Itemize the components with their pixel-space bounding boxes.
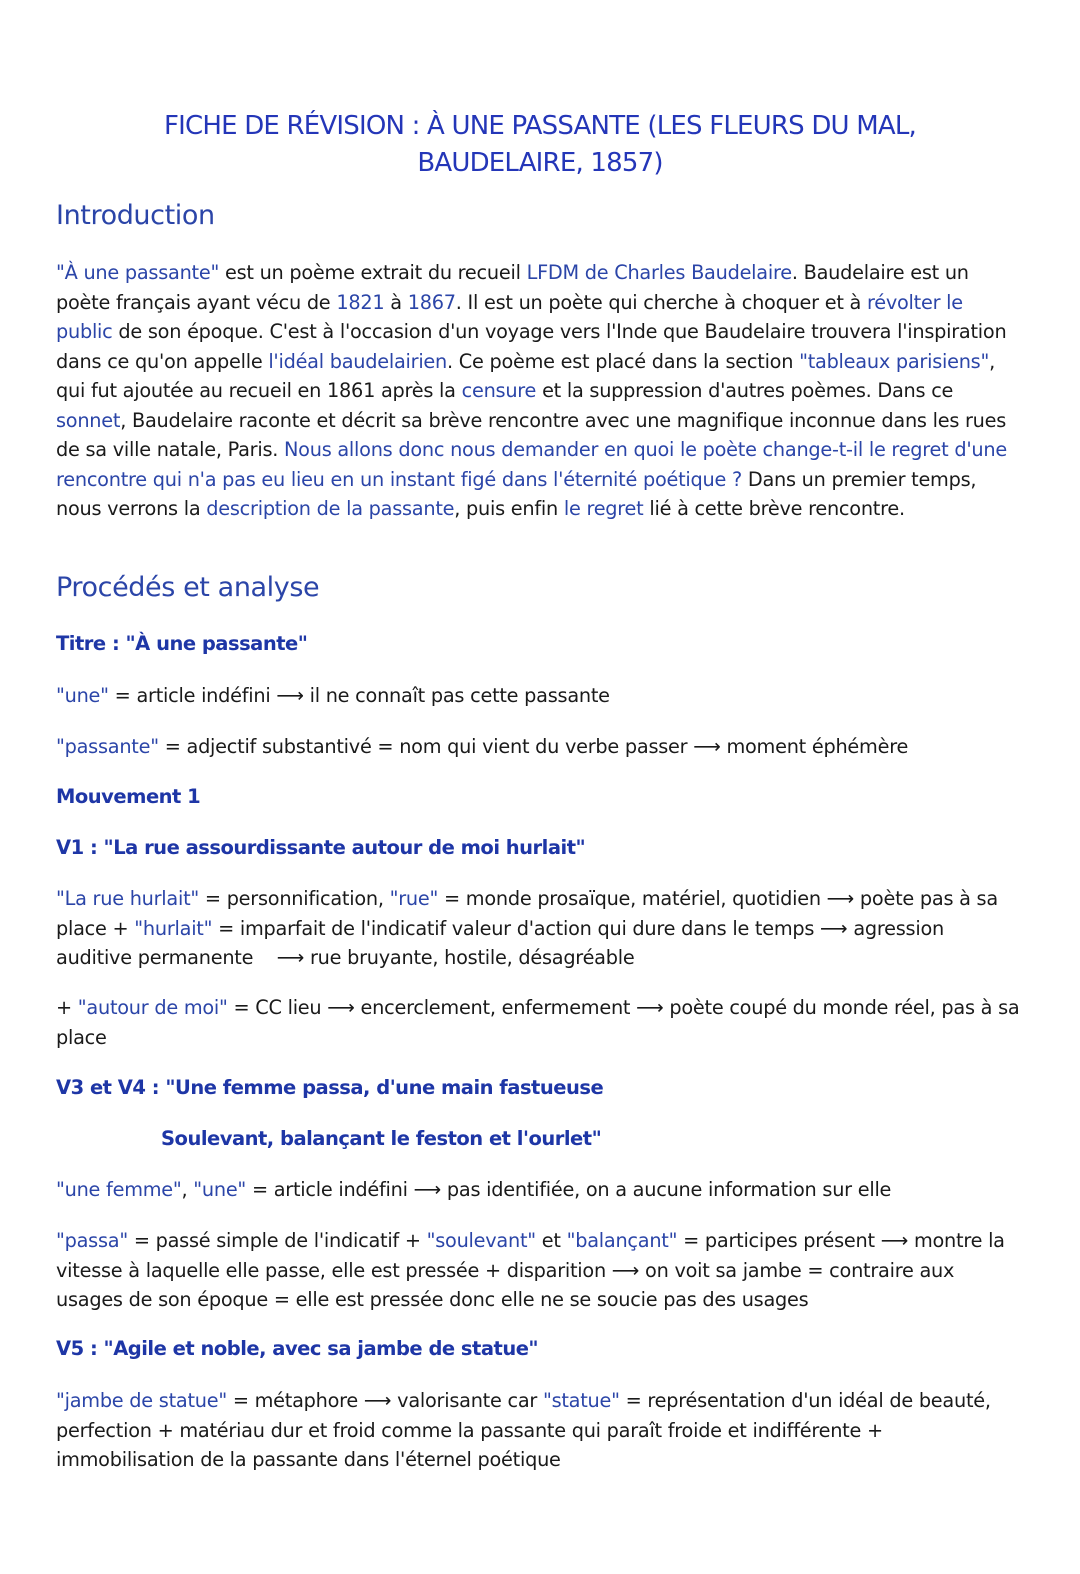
movement-1-heading: Mouvement 1 (56, 785, 201, 808)
analysis-heading: Procédés et analyse (56, 572, 320, 603)
title-line-2: BAUDELAIRE, 1857) (417, 148, 663, 178)
intro-heading: Introduction (56, 200, 215, 231)
title-subheading: Titre : "À une passante" (56, 632, 308, 655)
intro-death-year: 1867 (407, 290, 456, 314)
intro-birth-year: 1821 (336, 290, 385, 314)
verse-3-4-analysis: "une femme", "une" = article indéfini ⟶ pas identifiée, on a aucune information sur elle (56, 1178, 892, 1201)
verse-3-4-analysis-2: "passa" = passé simple de l'indicatif + "soulevant" et "balançant" = participes présent ⟶ montre la vitesse à laquelle elle passe, elle est pressée + disparition ⟶ on voit sa jambe = contraire aux usages de son époque = elle est pressée donc elle ne se soucie pas des usages (56, 1229, 1005, 1311)
verse-3-4-heading-cont: Soulevant, balançant le feston et l'ourlet" (161, 1127, 602, 1150)
intro-poem-title: "À une passante" (56, 261, 220, 284)
verse-5-heading: V5 : "Agile et noble, avec sa jambe de statue" (56, 1337, 539, 1360)
intro-collection: LFDM de Charles Baudelaire (526, 261, 792, 284)
verse-5-analysis: "jambe de statue" = métaphore ⟶ valorisante car "statue" = représentation d'un idéal de beauté, perfection + matériau dur et froid comme la passante qui paraît froide et indifférente + immobilisation de la passante dans l'éternel poétique (56, 1389, 991, 1471)
analysis-line-passante: "passante" = adjectif substantivé = nom qui vient du verbe passer ⟶ moment éphémère (56, 735, 909, 758)
verse-1-analysis: "La rue hurlait" = personnification, "rue" = monde prosaïque, matériel, quotidien ⟶ poète pas à sa place + "hurlait" = imparfait de l'indicatif valeur d'action qui dure dans le temps ⟶ agression auditive permanente ⟶ rue bruyante, hostile, désagréable (56, 887, 998, 969)
verse-3-4-heading: V3 et V4 : "Une femme passa, d'une main fastueuse (56, 1076, 604, 1099)
document-title (56, 108, 1024, 182)
verse-1-heading: V1 : "La rue assourdissante autour de moi hurlait" (56, 836, 586, 859)
intro-paragraph: "À une passante" est un poème extrait du recueil LFDM de Charles Baudelaire. Baudelaire est un poète français ayant vécu de 1821 à 1867. Il est un poète qui cherche à choquer et à révolter le public de son époque. C'est à l'occasion d'un voyage vers l'Inde que Baudelaire trouvera l'inspiration dans ce qu'on appelle l'idéal baudelairien. Ce poème est placé dans la section "tableaux parisiens", qui fut ajoutée au recueil en 1861 après la censure et la suppression d'autres poèmes. Dans ce sonnet, Baudelaire raconte et décrit sa brève rencontre avec une magnifique inconnue dans les rues de sa ville natale, Paris. Nous allons donc nous demander en quoi le poète change-t-il le regret d'une rencontre qui n'a pas eu lieu en un instant figé dans l'éternité poétique ? Dans un premier temps, nous verrons la description de la passante, puis enfin le regret lié à cette brève rencontre. (56, 261, 1007, 520)
analysis-line-une: "une" = article indéfini ⟶ il ne connaît pas cette passante (56, 684, 610, 707)
verse-1-analysis-2: + "autour de moi" = CC lieu ⟶ encerclement, enfermement ⟶ poète coupé du monde réel, pas à sa place (56, 996, 1020, 1049)
intro-problematic: Nous allons donc nous demander en quoi le poète change-t-il le regret d'une rencontre qui n'a pas eu lieu en un instant figé dans l'éternité poétique ? (56, 438, 1007, 491)
title-line-1: FICHE DE RÉVISION : À UNE PASSANTE (LES FLEURS DU MAL, (163, 111, 917, 141)
